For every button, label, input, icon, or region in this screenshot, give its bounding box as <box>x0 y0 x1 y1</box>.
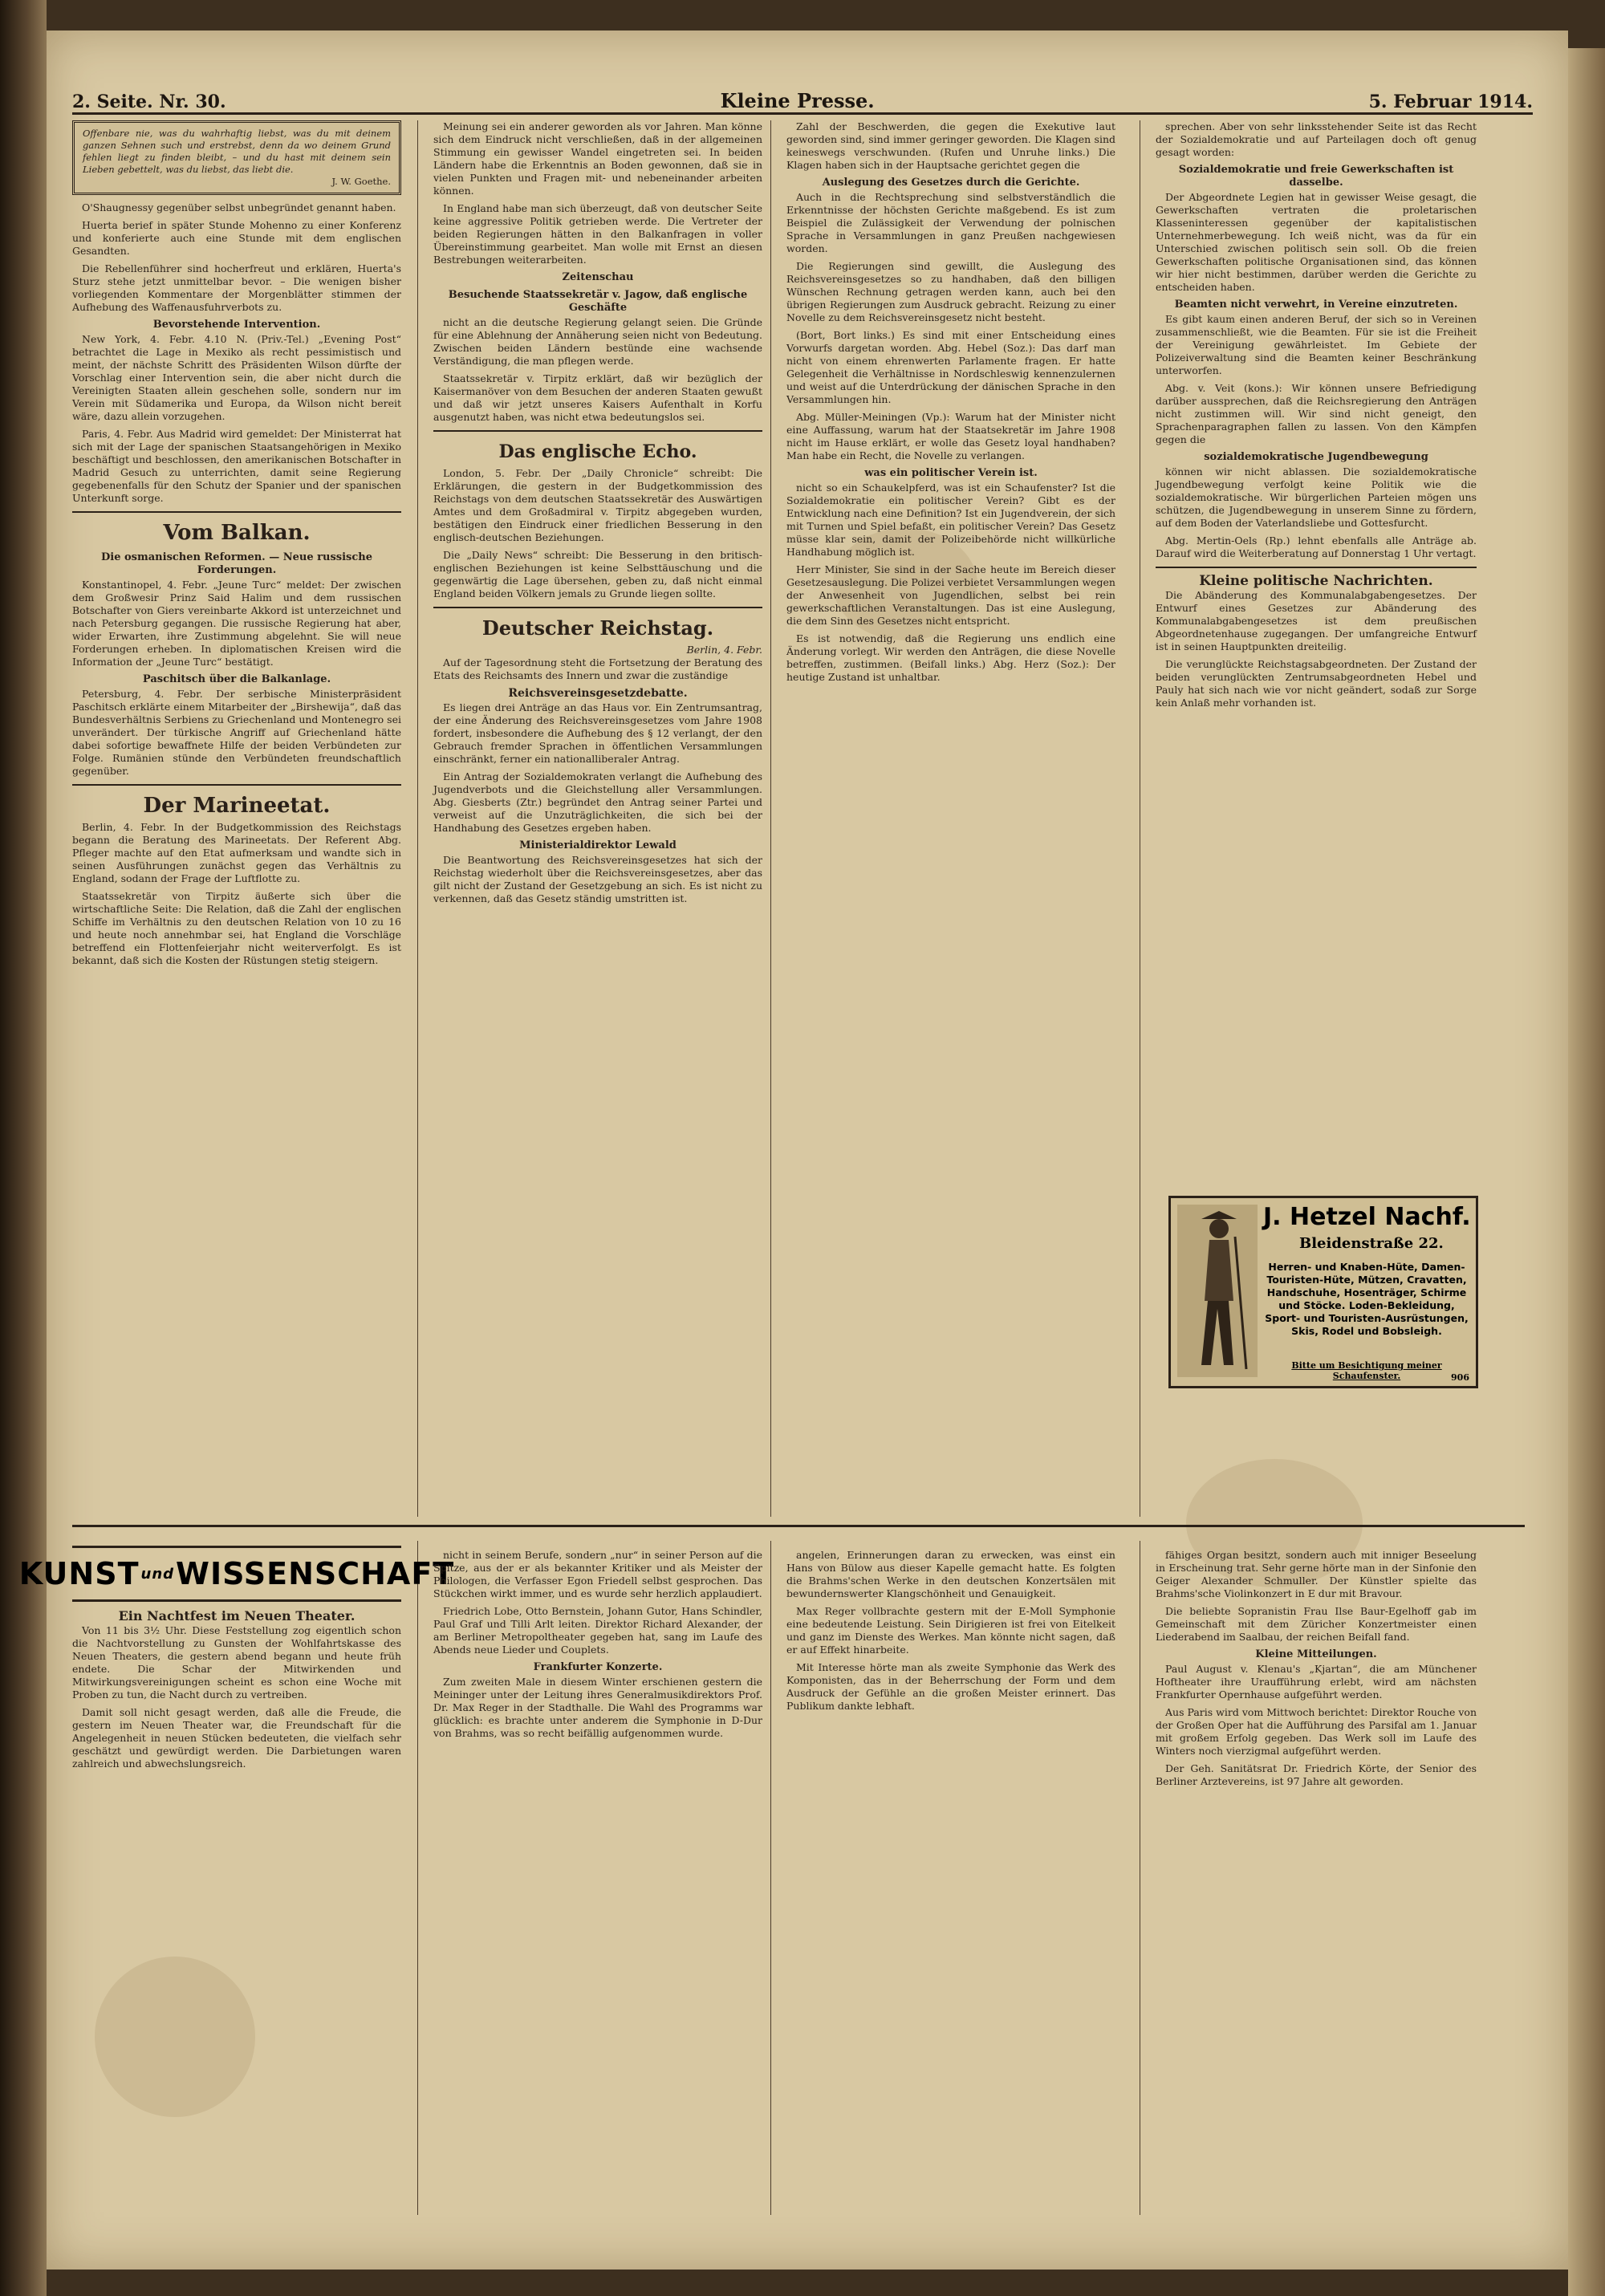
subheading: Reichsvereinsgesetzdebatte. <box>508 687 688 700</box>
column-1 <box>72 120 401 972</box>
feuilleton-title <box>18 1546 455 1602</box>
article-paragraph: Es ist notwendig, daß die Regierung uns endlich eine Änderung vorlegt. Wir werden den Anträgen, die diese Novelle betreffen, zustimmen. (Beifall links.) Abg. Herz (Soz.): Der heutige Zustand ist unhaltbar. <box>786 632 1115 683</box>
article-paragraph: Friedrich Lobe, Otto Bernstein, Johann Gutor, Hans Schindler, Paul Graf und Tilli Arlt leiten. Direktor Richard Alexander, der am Berliner Metropoltheater gegeben hat, sang im Laufe des Abends neue Lieder und Couplets. <box>433 1605 762 1656</box>
article-paragraph: Paris, 4. Febr. Aus Madrid wird gemeldet: Der Ministerrat hat sich mit der Lage der spanischen Staatsangehörigen in Mexiko beschäftigt und beschlossen, den amerikanischen Botschafter in Madrid Gesuch zu unterrichten, damit seine Regierung gegebenenfalls für den Schutz der Spanier und der spanischen Unterkunft sorge. <box>72 428 401 504</box>
subheading: Zeitenschau <box>562 271 634 283</box>
feuilleton-title-part: WISSENSCHAFT <box>176 1556 455 1591</box>
article-paragraph: nicht in seinem Berufe, sondern „nur“ in seiner Person auf die Spitze, aus der er als bekannter Kritiker und als Meister der Philologen, die Verfasser Egon Friedell selbst gesprochen. Das Stückchen wirkt immer, und es wurde sehr herzlich applaudiert. <box>433 1549 762 1599</box>
section-divider <box>72 1525 1525 1527</box>
article-paragraph: Die Beantwortung des Reichsvereinsgesetzes hat sich der Reichstag wiederholt über die Reichsvereinsgesetzes, aber das gilt nicht der Zustand der Gesetzgebung an sich. Es ist nicht zu verkennen, daß das Gesetz ständig umstritten ist. <box>433 854 762 904</box>
article-paragraph: Von 11 bis 3½ Uhr. Diese Feststellung zog eigentlich schon die Nachtvorstellung zu Gunsten der Wohlfahrtskasse des Neuen Theaters, die gestern abend begann und heute früh endete. Die Schar der Mitwirkenden und Mitwirkungsvereinigungen scheint es schon eine Woche mit Proben zu tun, die Nacht durch zu vertreiben. <box>72 1624 401 1701</box>
column-rule <box>770 1541 771 2215</box>
bottom-column-4 <box>1156 1549 1477 1793</box>
article-paragraph: Mit Interesse hörte man als zweite Symphonie das Werk des Komponisten, das in der Beherrschung der Form und dem Ausdruck der Gefühle an die großen Meister erinnert. Das Publikum dankte lebhaft. <box>786 1661 1115 1712</box>
column-rule <box>770 120 771 1517</box>
section-heading: Deutscher Reichstag. <box>482 616 714 640</box>
article-paragraph: Der Geh. Sanitätsrat Dr. Friedrich Körte, der Senior des Berliner Arztevereins, ist 97 Jahre alt geworden. <box>1156 1762 1477 1787</box>
article-paragraph: Petersburg, 4. Febr. Der serbische Ministerpräsident Paschitsch erklärte einem Mitarbeiter der „Birshewija“, daß das Bundesverhältnis Serbiens zu Griechenland und Montenegro sei unverändert. Der türkische Angriff auf Griechenland hätte dabei sofortige bewaffnete Hilfe der beiden Verbündeten zur Folge. Rumänien stünde den Verbündeten freundschaftlich gegenüber. <box>72 688 401 777</box>
page-header <box>72 71 1533 115</box>
article-paragraph: (Bort, Bort links.) Es sind mit einer Entscheidung eines Vorwurfs dargetan worden. Abg. Hebel (Soz.): Das darf man nicht von einem ehrenwerten Parlamente fragen. Er hatte Gelegenheit die Verhältnisse in Nordschleswig kennenzulernen und weist auf die Unterdrückung der dänischen Sprache in den Versammlungen hin. <box>786 329 1115 405</box>
section-heading: Vom Balkan. <box>163 521 311 545</box>
ad-company-name: J. Hetzel Nachf. <box>1263 1203 1471 1231</box>
article-paragraph: Der Abgeordnete Legien hat in gewisser Weise gesagt, die Gewerkschaften vertraten die proletarischen Klasseninteressen gegenüber der kapitalistischen Unternehmerbewegung. Ich weiß nicht, was da für ein Unterschied zwischen politisch sein soll. Ob die freien Gewerkschaften politische Organisationen sind, das können wir hier nicht bestimmen, darüber werden die Gerichte zu entscheiden haben. <box>1156 191 1477 293</box>
dateline: Berlin, 4. Febr. <box>686 644 762 656</box>
column-3 <box>786 120 1115 689</box>
ad-address: Bleidenstraße 22. <box>1299 1235 1444 1252</box>
advertisement <box>1168 1196 1478 1388</box>
ad-number: 906 <box>1451 1372 1469 1383</box>
feuilleton-title-part: KUNST <box>18 1556 140 1591</box>
subheading: Auslegung des Gesetzes durch die Gerichte. <box>822 177 1080 189</box>
article-paragraph: Die Regierungen sind gewillt, die Auslegung des Reichsvereinsgesetzes so zu handhaben, daß den billigen Wünschen Rechnung getragen werden kann, auch bei den übrigen Regierungen zum Ausdruck gebracht. Reizung zu einer Novelle zu dem Reichsvereinsgesetz nicht besteht. <box>786 260 1115 323</box>
article-paragraph: Die Rebellenführer sind hocherfreut und erklären, Huerta's Sturz stehe jetzt unmittelbar bevor. – Die wenigen bisher vorliegenden Kommentare der Morgenblätter stimmen der Aufhebung des Waffenausfuhrverbots zu. <box>72 262 401 313</box>
article-paragraph: Zahl der Beschwerden, die gegen die Exekutive laut geworden sind, sind immer geringer geworden. Die Klagen sind keineswegs verschwunden. (Rufen und Unruhe links.) Die Klagen haben sich in der Hauptsache gerichtet gegen die <box>786 120 1115 171</box>
subheading: Kleine Mitteilungen. <box>1255 1648 1377 1660</box>
article-paragraph: Staatssekretär v. Tirpitz erklärt, daß wir bezüglich der Kaisermanöver von dem Besuchen der anderen Staaten gewußt und daß wir jetzt unseres Kaisers Aufenthalt in Korfu ausgenutzt haben, was nicht etwa bedeutungslos sei. <box>433 372 762 423</box>
article-paragraph: Es gibt kaum einen anderen Beruf, der sich so in Vereinen zusammenschließt, wie die Beamten. Für sie ist die Freiheit der Vereinigung gewährleistet. Im Gebiete der Polizeiverwaltung sind die Beamten keiner Beschränkung unterworfen. <box>1156 313 1477 376</box>
column-rule <box>417 1541 418 2215</box>
article-paragraph: Zum zweiten Male in diesem Winter erschienen gestern die Meininger unter der Leitung ihres Generalmusikdirektors Prof. Dr. Max Reger in der Stadthalle. Die Wahl des Programms war glücklich: es brachte unter anderem die Symphonie in D-Dur von Brahms, was so recht beifällig aufgenommen wurde. <box>433 1676 762 1739</box>
ad-product-list: Herren- und Knaben-Hüte, Damen-Touristen-Hüte, Mützen, Cravatten, Handschuhe, Hosenträger, Schirme und Stöcke. Loden-Bekleidung, Sport- und Touristen-Ausrüstungen, Skis, Rodel und Bobsleigh. <box>1265 1261 1469 1337</box>
article-paragraph: Abg. v. Veit (kons.): Wir können unsere Befriedigung darüber aussprechen, daß die Reichsregierung den Anträgen nicht zustimmen will. Wir sind nicht geneigt, den Sprachenparagraphen fallen zu lassen. Von den Kämpfen gegen die <box>1156 382 1477 445</box>
subheading: Beamten nicht verwehrt, in Vereine einzutreten. <box>1174 299 1458 311</box>
column-4 <box>1156 120 1477 714</box>
subheading: Besuchende Staatssekretär v. Jagow, daß englische Geschäfte <box>448 289 748 314</box>
column-2 <box>433 120 762 910</box>
article-paragraph: Max Reger vollbrachte gestern mit der E-Moll Symphonie eine bedeutende Leistung. Sein Dirigieren ist frei von Eitelkeit und ganz im Dienste des Werkes. Man könnte nicht sagen, daß er auf Effekt hinarbeite. <box>786 1605 1115 1656</box>
section-heading: Der Marineetat. <box>143 794 331 818</box>
article-paragraph: nicht an die deutsche Regierung gelangt seien. Die Gründe für eine Ablehnung der Annäherung seien nicht von Bedeutung. Zwischen beiden Ländern bestünde eine wachsende Verständigung, die man pflegen werde. <box>433 316 762 367</box>
article-paragraph: können wir nicht ablassen. Die sozialdemokratische Jugendbewegung verfolgt keine Politik wie die sozialdemokratische. Wir bürgerlichen Parteien mögen uns schützen, die Jugendbewegung in unserem Sinne zu fördern, auf dem Boden der Vaterlandsliebe und Gottesfurcht. <box>1156 465 1477 529</box>
article-paragraph: Die Abänderung des Kommunalabgabengesetzes. Der Entwurf eines Gesetzes zur Abänderung des Kommunalabgabengesetzes ist dem preußischen Abgeordnetenhause zugegangen. Der umfangreiche Entwurf ist in seinen Hauptpunkten dreiteilig. <box>1156 589 1477 652</box>
section-heading: Ein Nachtfest im Neuen Theater. <box>118 1608 356 1623</box>
article-paragraph: Berlin, 4. Febr. In der Budgetkommission des Reichstags begann die Beratung des Marineetats. Der Referent Abg. Pfleger machte auf den Etat aufmerksam und wandte sich in seinen Ausführungen zunächst gegen das Verhältnis zu England, sodann der Frage der Luftflotte zu. <box>72 821 401 884</box>
section-heading: Das englische Echo. <box>498 441 697 462</box>
page-edge <box>1568 48 1605 2296</box>
article-paragraph: Die „Daily News“ schreibt: Die Besserung in den britisch-englischen Beziehungen ist keine Selbsttäuschung und die gegenwärtig die Lage übersehen, geben zu, daß nicht einmal England beiden Völkern jemals zu Grunde liegen sollte. <box>433 549 762 599</box>
article-paragraph: Paul August v. Klenau's „Kjartan“, die am Münchener Hoftheater ihre Uraufführung erlebt, wird am nächsten Frankfurter Opernhause aufgeführt werden. <box>1156 1663 1477 1701</box>
article-paragraph: Die beliebte Sopranistin Frau Ilse Baur-Egelhoff gab im Gemeinschaft mit dem Züricher Konzertmeister einen Liederabend im Saalbau, der reichen Beifall fand. <box>1156 1605 1477 1643</box>
bottom-column-1 <box>72 1605 401 1775</box>
article-paragraph: O'Shaugnessy gegenüber selbst unbegründet genannt haben. <box>82 201 396 213</box>
article-paragraph: angelen, Erinnerungen daran zu erwecken, was einst ein Hans von Bülow aus dieser Kapelle gemacht hatte. Es folgten die Brahms'schen Werke in den deutschen Konzertsälen mit bewundernswerter Klangschönheit und Genauigkeit. <box>786 1549 1115 1599</box>
article-paragraph: Ein Antrag der Sozialdemokraten verlangt die Aufhebung des Jugendverbots und die Gleichstellung aller Versammlungen. Abg. Giesberts (Ztr.) begründet den Antrag seiner Partei und verweist auf die Unzuträglichkeiten, die sich bei der Handhabung des Gesetzes ergeben haben. <box>433 770 762 834</box>
subheading: Die osmanischen Reformen. — Neue russische Forderungen. <box>101 551 372 576</box>
page-number: 2. Seite. Nr. 30. <box>72 91 226 112</box>
article-paragraph: Die verunglückte Reichstagsabgeordneten. Der Zustand der beiden verunglückten Zentrumsabgeordneten Hebel und Pauly hat sich nach wie vor nicht geändert, sodaß zur Sorge kein Anlaß mehr vorhanden ist. <box>1156 658 1477 709</box>
article-paragraph: New York, 4. Febr. 4.10 N. (Priv.-Tel.) „Evening Post“ betrachtet die Lage in Mexiko als recht pessimistisch und meint, der nächste Schritt des Präsidenten Wilson dürfte der Vorschlag einer Intervention sein, die aber nicht durch die Vereinigten Staaten allein geschehen solle, sondern nur im Verein mit Südamerika und Europa, da Wilson nicht bereit wäre, dazu allein vorzugehen. <box>72 333 401 422</box>
article-paragraph: Auch in die Rechtsprechung sind selbstverständlich die Erkenntnisse der höchsten Gerichte maßgebend. Es ist zum Beispiel die Zulässigkeit der Verwendung der polnischen Sprache in Versammlungen in ganz Preußen nachgewiesen worden. <box>786 191 1115 254</box>
section-heading: Kleine politische Nachrichten. <box>1199 573 1433 589</box>
issue-date: 5. Februar 1914. <box>1368 91 1533 112</box>
article-paragraph: Aus Paris wird vom Mittwoch berichtet: Direktor Rouche von der Großen Oper hat die Aufführung des Parsifal am 1. Januar mit großem Erfolg gegeben. Das Werk soll im Laufe des Winters noch vierzigmal aufgeführt werden. <box>1156 1706 1477 1757</box>
feuilleton-title-part: und <box>140 1565 175 1583</box>
column-rule <box>417 120 418 1517</box>
bottom-column-3 <box>786 1549 1115 1717</box>
subheading: Frankfurter Konzerte. <box>533 1661 663 1673</box>
ad-footer: Bitte um Besichtigung meiner Schaufenster. <box>1291 1360 1442 1381</box>
article-paragraph: In England habe man sich überzeugt, daß von deutscher Seite keine aggressive Politik getrieben werde. Die Vertreter der beiden Regierungen hätten in den Balkanfragen in voller Übereinstimmung gearbeitet. Man wolle mit Ernst an diesen Bestrebungen weiterarbeiten. <box>433 202 762 266</box>
subheading: Paschitsch über die Balkanlage. <box>142 673 331 685</box>
subheading: Bevorstehende Intervention. <box>152 319 321 331</box>
quote-box <box>72 120 401 195</box>
article-paragraph: Huerta berief in später Stunde Mohenno zu einer Konferenz und konferierte auch eine Stunde mit dem englischen Gesandten. <box>72 219 401 257</box>
quote-signature: J. W. Goethe. <box>331 176 391 187</box>
article-paragraph: Herr Minister, Sie sind in der Sache heute im Bereich dieser Gesetzesauslegung. Die Polizei verbietet Versammlungen wegen der Anwesenheit von Jugendlichen, selbst bei rein gewerkschaftlichen Veranstaltungen. Das ist eine Auslegung, die dem Sinn des Gesetzes nicht entspricht. <box>786 563 1115 627</box>
article-paragraph: Damit soll nicht gesagt werden, daß alle die Freude, die gestern im Neuen Theater war, die Freundschaft für die Angelegenheit in neuen Stücken bedeuteten, die vielfach sehr geschätzt und gewürdigt werden. Die Darbietungen waren zahlreich und abwechslungsreich. <box>72 1706 401 1770</box>
article-paragraph: fähiges Organ besitzt, sondern auch mit inniger Beseelung in Erscheinung trat. Sehr gerne hörte man in der Sinfonie den Geiger Alexander Schmuller. Der Künstler spielte das Brahms'sche Violinkonzert in E dur mit Bravour. <box>1156 1549 1477 1599</box>
article-paragraph: Konstantinopel, 4. Febr. „Jeune Turc“ meldet: Der zwischen dem Großwesir Prinz Said Halim und dem russischen Botschafter von Giers vereinbarte Akkord ist unterzeichnet und nach Petersburg gegangen. Die russische Regierung hat aber, wider Erwarten, ihre Zustimmung abgelehnt. Sie will neue Forderungen erheben. In diplomatischen Kreisen wird die Information der „Jeune Turc“ bestätigt. <box>72 579 401 668</box>
masthead: Kleine Presse. <box>720 89 875 112</box>
article-paragraph: Es liegen drei Anträge an das Haus vor. Ein Zentrumsantrag, der eine Änderung des Reichsvereinsgesetzes vom Jahre 1908 fordert, insbesondere die Aufhebung des § 12 verlangt, der den Gebrauch fremder Sprachen in öffentlichen Versammlungen einschränkt, ferner ein nationalliberaler Antrag. <box>433 701 762 765</box>
article-paragraph: Auf der Tagesordnung steht die Fortsetzung der Beratung des Etats des Reichsamts des Innern und zwar die zuständige <box>433 656 762 681</box>
subheading: Ministerialdirektor Lewald <box>519 839 677 851</box>
subheading: was ein politischer Verein ist. <box>864 467 1038 479</box>
article-paragraph: Meinung sei ein anderer geworden als vor Jahren. Man könne sich dem Eindruck nicht verschließen, daß in der allgemeinen Stimmung ein gewisser Wandel eingetreten sei. In beiden Ländern habe die Erkenntnis an Boden gewonnen, daß sie in vielen Punkten und Fragen mit- und nebeneinander arbeiten können. <box>433 120 762 197</box>
book-spine <box>0 0 47 2296</box>
article-paragraph: Staatssekretär von Tirpitz äußerte sich über die wirtschaftliche Seite: Die Relation, daß die Zahl der englischen Schiffe im Verhältnis zu den deutschen Relation von 10 zu 16 und heute noch annehmbar sei, hat England die Vorschläge betreffend ein Flottenfeierjahr nicht weiterverfolgt. Es ist bekannt, daß sich die Kosten der Rüstungen stetig steigern. <box>72 890 401 966</box>
article-paragraph: nicht so ein Schaukelpferd, was ist ein Schaufenster? Ist die Sozialdemokratie ein politischer Verein? Gibt es der Entwicklung nach eine Definition? Ist ein Jugendverein, der sich mit Turnen und Spiel befaßt, ein politischer Verein? Das Gesetz müsse klar sein, damit der Polizeibehörde nicht willkürliche Handhabung möglich ist. <box>786 482 1115 558</box>
subheading: Sozialdemokratie und freie Gewerkschaften ist dasselbe. <box>1178 164 1454 189</box>
subheading: sozialdemokratische Jugendbewegung <box>1204 451 1428 463</box>
article-paragraph: sprechen. Aber von sehr linksstehender Seite ist das Recht der Sozialdemokratie und auf Parteilagen doch oft genug gesagt worden: <box>1156 120 1477 158</box>
article-paragraph: Abg. Müller-Meiningen (Vp.): Warum hat der Minister nicht eine Auffassung, warum hat der Staatsekretär im Jahre 1908 nicht im Hause erklärt, er wolle das Gesetz loyal handhaben? Man habe ein Recht, die Novelle zu verlangen. <box>786 411 1115 461</box>
bottom-column-2 <box>433 1549 762 1745</box>
quote-text: Offenbare nie, was du wahrhaftig liebst, was du mit deinem ganzen Sehnen such und erstrebst, denn da wo deinem Grund fehlen liegt zu finden bleibt, – und du hast mit deinem sein Lieben gebettelt, was du liebst, das liebt die. <box>83 128 391 175</box>
article-paragraph: London, 5. Febr. Der „Daily Chronicle“ schreibt: Die Erklärungen, die gestern in der Budgetkommission des Reichstags von dem deutschen Staatssekretär des Auswärtigen Amtes und dem Großadmiral v. Tirpitz abgegeben wurden, bestätigen den Eindruck einer friedlichen Besserung in den englisch-deutschen Beziehungen. <box>433 467 762 543</box>
article-paragraph: Abg. Mertin-Oels (Rp.) lehnt ebenfalls alle Anträge ab. Darauf wird die Weiterberatung auf Donnerstag 1 Uhr vertagt. <box>1156 534 1477 559</box>
mountaineer-figure-icon <box>1177 1205 1258 1377</box>
